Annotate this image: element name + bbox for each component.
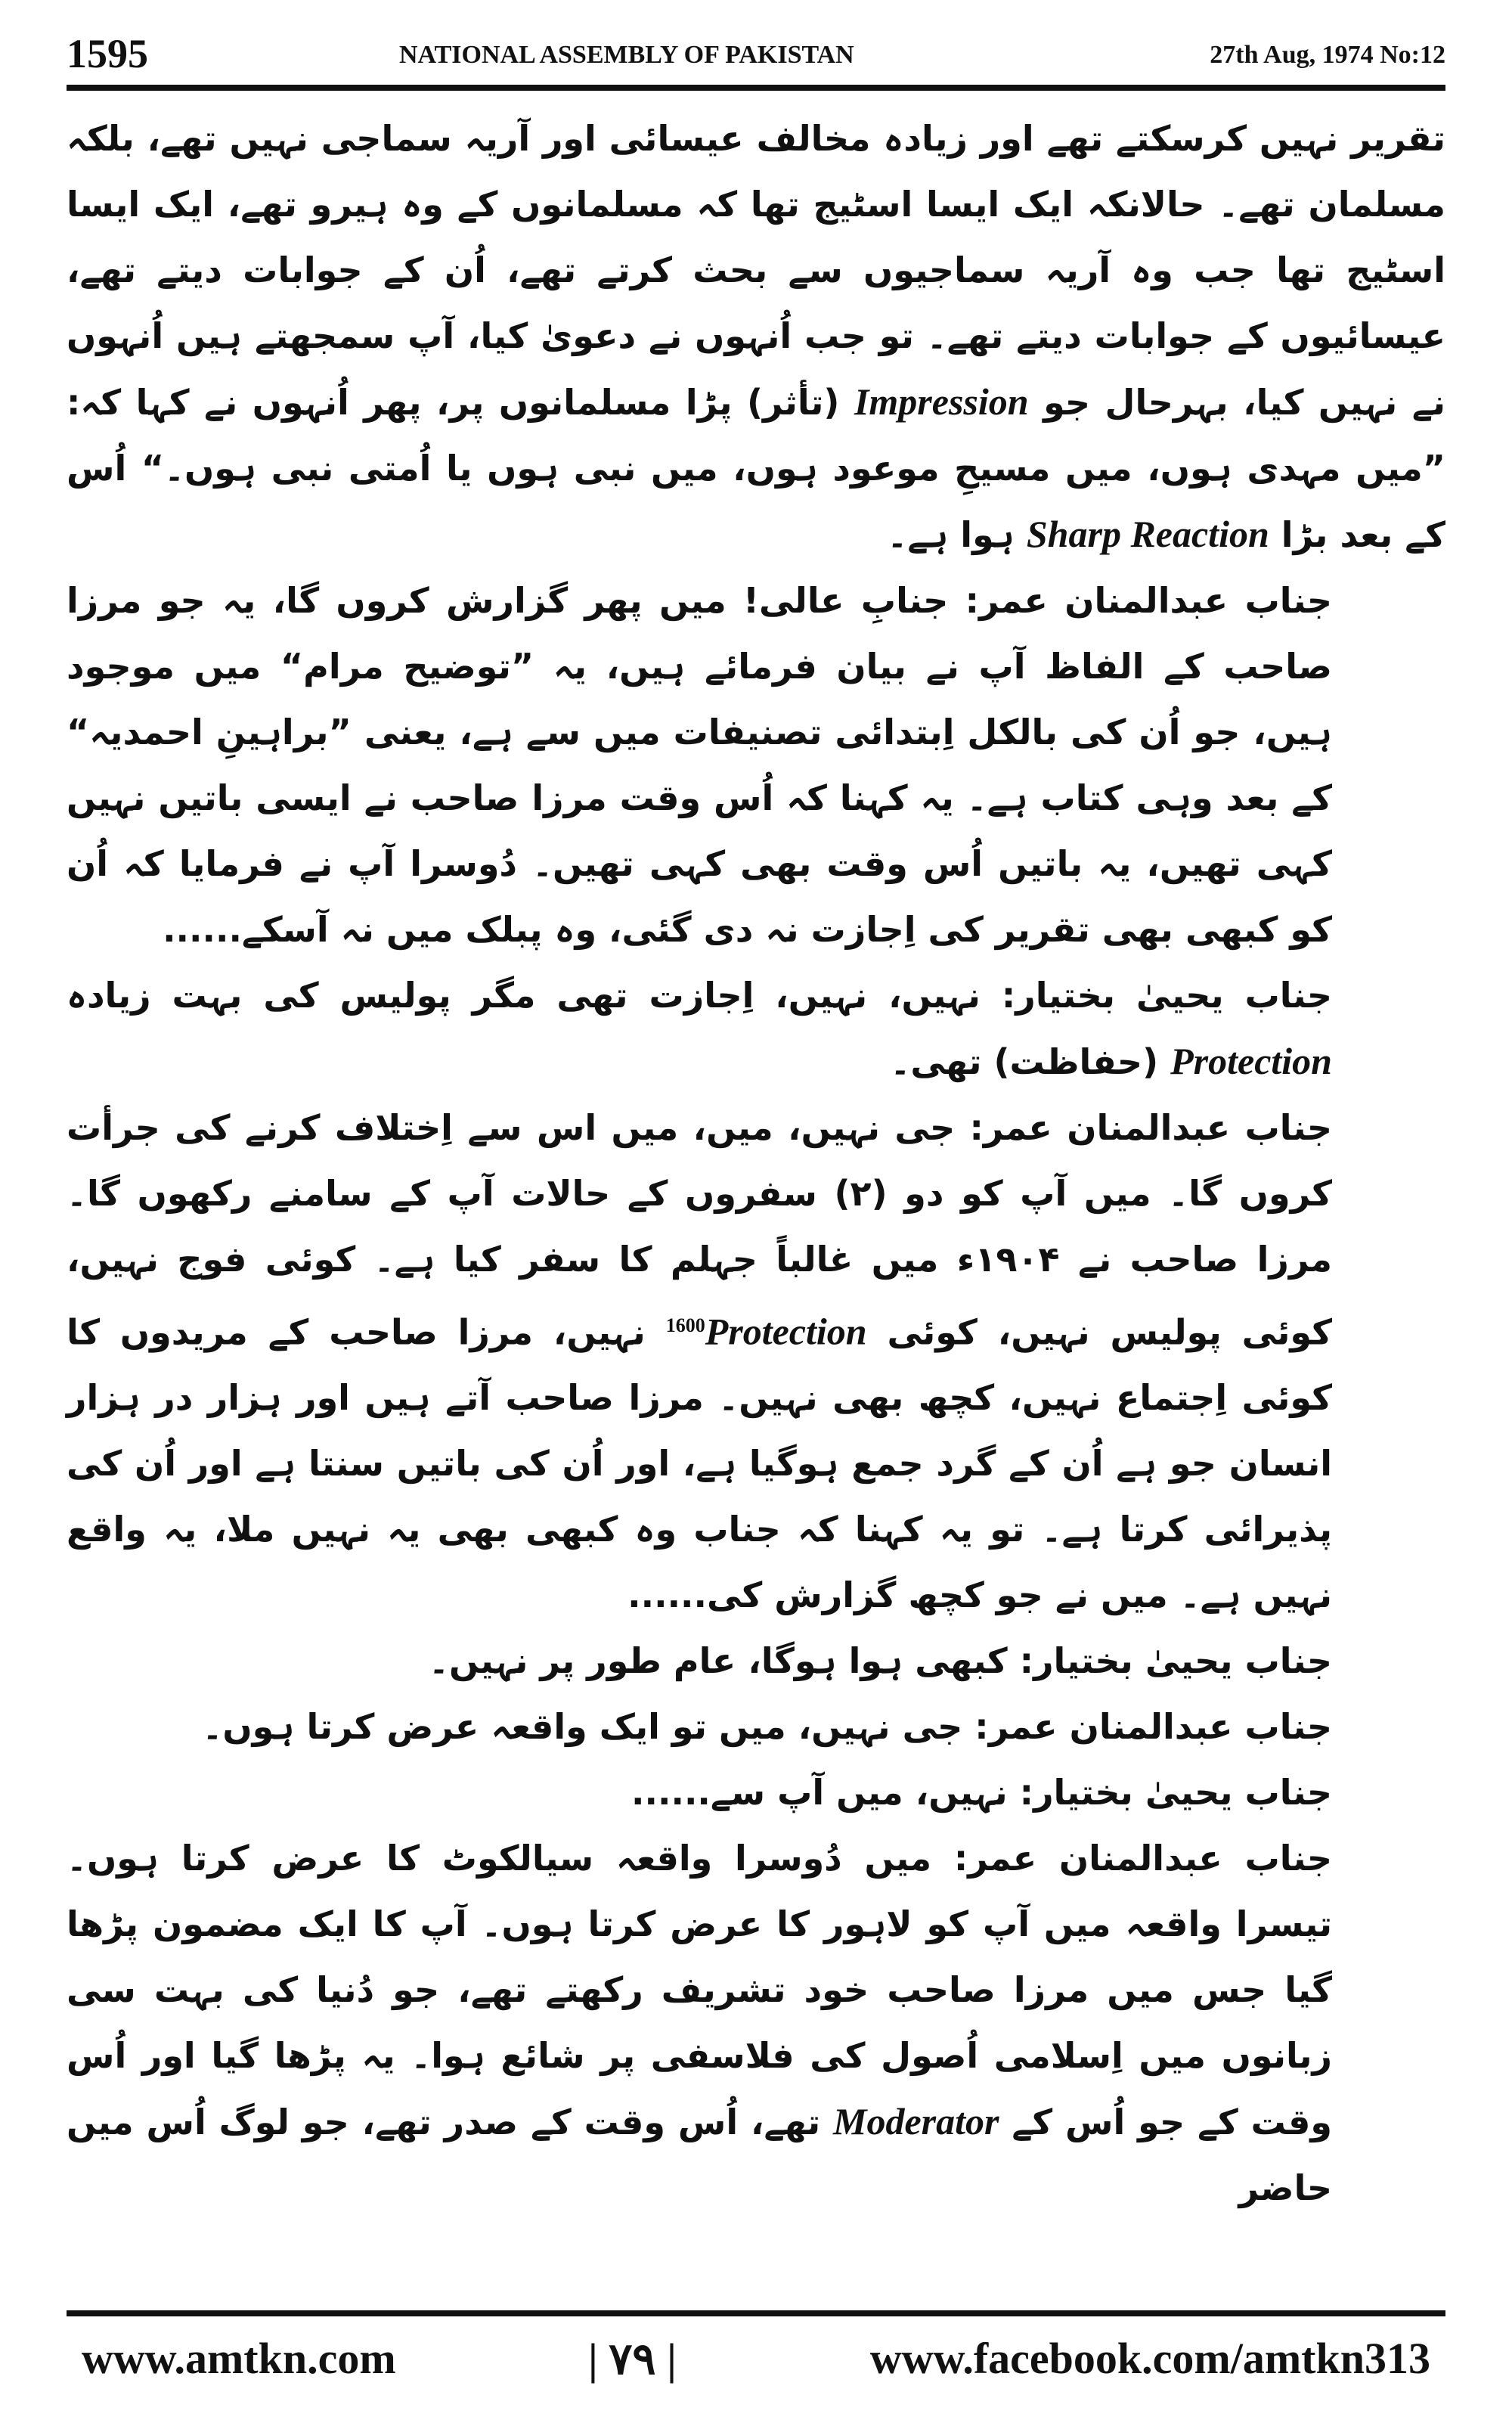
paragraph: جناب عبدالمنان عمر: جی نہیں، میں تو ایک واقعہ عرض کرتا ہوں۔ bbox=[202, 1706, 1332, 1748]
paragraph: جناب عبدالمنان عمر: جنابِ عالی! میں پھر گزارش کروں گا، یہ جو مرزا صاحب کے الفاظ آپ نے بیان فرمائے ہیں، یہ ”توضیح مرام“ میں موجود ہیں، جو اُن کی بالکل اِبتدائی تصنیفات میں سے ہے، یعنی ”براہینِ احمدیہ“ کے بعد وہی کتاب ہے۔ یہ کہنا کہ اُس وقت مرزا صاحب نے ایسی باتیں نہیں کہی تھیں، یہ باتیں اُس وقت بھی کہی تھیں۔ دُوسرا آپ نے فرمایا کہ اُن کو کبھی بھی تقریر کی اِجازت نہ دی گئی، وہ پبلک میں نہ آسکے...... bbox=[67, 580, 1333, 950]
english-term: Moderator bbox=[833, 2100, 999, 2143]
footnote-marker: 1600 bbox=[665, 1314, 705, 1336]
paragraph: جناب یحییٰ بختیار: نہیں، نہیں، اِجازت تھی مگر پولیس کی بہت زیادہ Protection (حفاظت) تھی۔ bbox=[67, 975, 1332, 1082]
page-number: 1595 bbox=[67, 31, 148, 76]
paragraph: جناب یحییٰ بختیار: کبھی ہوا ہوگا، عام طور پر نہیں۔ bbox=[428, 1640, 1332, 1682]
paragraph: جناب عبدالمنان عمر: جی نہیں، میں، میں اس سے اِختلاف کرنے کی جرأت کروں گا۔ میں آپ کو دو (۲) سفروں کے حالات آپ کے سامنے رکھوں گا۔ مرزا صاحب نے ۱۹۰۴ء میں غالباً جہلم کا سفر کیا ہے۔ کوئی فوج نہیں، کوئی پولیس نہیں، کوئی Protection$^{1600}$ نہیں، مرزا صاحب کے مریدوں کا کوئی اِجتماع نہیں، کچھ بھی نہیں۔ مرزا صاحب آتے ہیں اور ہزار در ہزار انسان جو ہے اُن کے گرد جمع ہوگیا ہے، اور اُن کی باتیں سنتا ہے اور اُن کی پذیرائی کرتا ہے۔ تو یہ کہنا کہ جناب وہ کبھی بھی یہ نہیں ملا، یہ واقع نہیں ہے۔ میں نے جو کچھ گزارش کی...... bbox=[67, 1107, 1333, 1616]
header-title: NATIONAL ASSEMBLY OF PAKISTAN bbox=[399, 41, 854, 69]
website-link[interactable]: www.amtkn.com bbox=[82, 2334, 396, 2383]
header-date: 27th Aug, 1974 No:12 bbox=[1210, 41, 1445, 69]
english-term: Impression bbox=[854, 380, 1029, 423]
speaker-name: جناب عبدالمنان عمر: bbox=[969, 1107, 1333, 1148]
page-footer bbox=[67, 2333, 1445, 2394]
speaker-name: جناب یحییٰ بختیار: bbox=[1019, 1640, 1332, 1682]
header-rule bbox=[67, 85, 1445, 91]
footer-rule bbox=[67, 2310, 1445, 2316]
page-header bbox=[67, 30, 1445, 83]
english-term: Sharp Reaction bbox=[1026, 513, 1269, 555]
speaker-name: جناب عبدالمنان عمر: bbox=[974, 1706, 1332, 1748]
footer-page-number: | ٧٩ | bbox=[588, 2335, 677, 2384]
speaker-name: جناب عبدالمنان عمر: bbox=[953, 1838, 1332, 1879]
paragraph: تقریر نہیں کرسکتے تھے اور زیادہ مخالف عیسائی اور آریہ سماجی نہیں تھے، بلکہ مسلمان تھے۔ حالانکہ ایک ایسا اسٹیج تھا کہ مسلمانوں کے وہ ہیرو تھے، ایک ایسا اسٹیج تھا جب وہ آریہ سماجیوں سے بحث کرتے تھے، اُن کے جوابات دیتے تھے، عیسائیوں کے جوابات دیتے تھے۔ تو جب اُنہوں نے دعویٰ کیا، آپ سمجھتے ہیں اُنہوں نے نہیں کیا، بہرحال جو Impression (تأثر) پڑا مسلمانوں پر، پھر اُنہوں نے کہا کہ: ”میں مہدی ہوں، میں مسیحِ موعود ہوں، میں نبی ہوں یا اُمتی نبی ہوں۔“ اُس کے بعد بڑا Sharp Reaction ہوا ہے۔ bbox=[67, 118, 1446, 555]
english-term: Protection bbox=[1170, 1040, 1332, 1082]
english-term: Protection bbox=[705, 1310, 867, 1353]
document-body bbox=[67, 106, 1445, 2291]
facebook-link[interactable]: www.facebook.com/amtkn313 bbox=[869, 2334, 1430, 2383]
paragraph: جناب یحییٰ بختیار: نہیں، میں آپ سے...... bbox=[631, 1772, 1332, 1813]
speaker-name: جناب یحییٰ بختیار: bbox=[1001, 975, 1332, 1016]
speaker-name: جناب عبدالمنان عمر: bbox=[965, 580, 1333, 621]
paragraph: جناب عبدالمنان عمر: میں دُوسرا واقعہ سیالکوٹ کا عرض کرتا ہوں۔ تیسرا واقعہ میں آپ کو لاہور کا عرض کرتا ہوں۔ آپ کا ایک مضمون پڑھا گیا جس میں مرزا صاحب خود تشریف رکھتے تھے، جو دُنیا کی بہت سی زبانوں میں اِسلامی اُصول کی فلاسفی پر شائع ہوا۔ یہ پڑھا گیا اور اُس وقت کے جو اُس کے Moderator تھے، اُس وقت کے صدر تھے، جو لوگ اُس میں حاضر bbox=[67, 1838, 1333, 2209]
speaker-name: جناب یحییٰ بختیار: bbox=[1019, 1772, 1332, 1813]
